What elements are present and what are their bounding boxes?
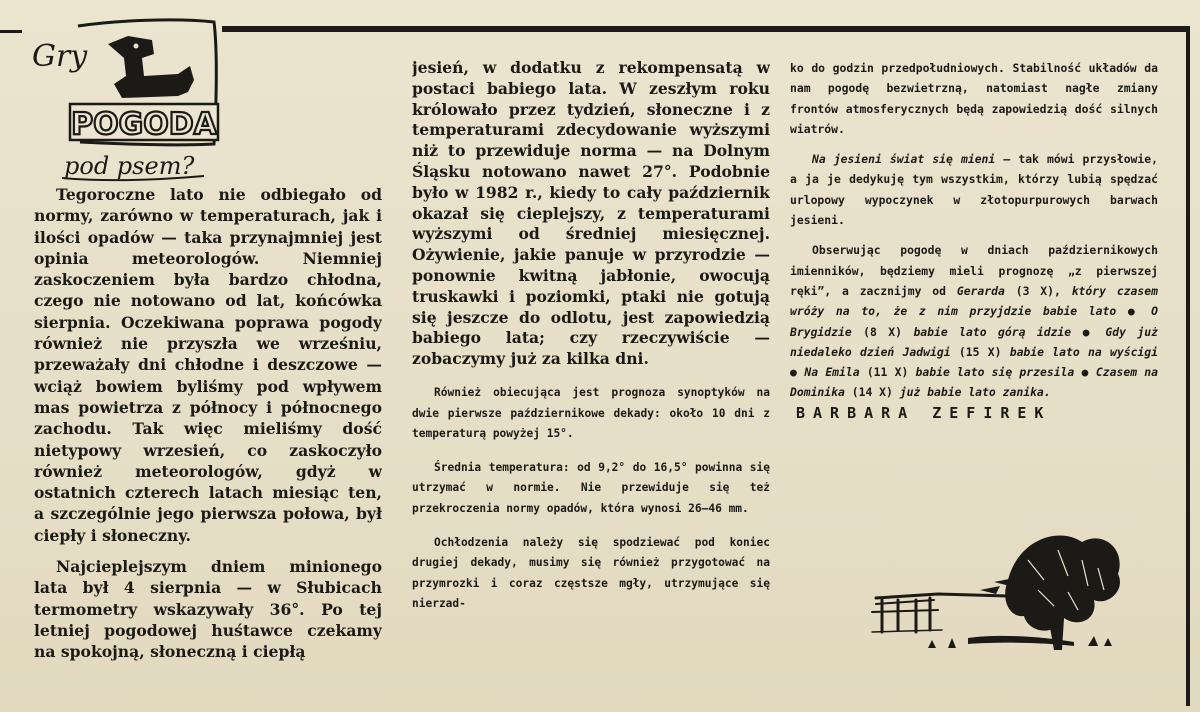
mean-temperature-label: Średnia temperatura: [434, 460, 570, 474]
dog-icon [108, 36, 194, 98]
bullet-icon: ● [1116, 304, 1152, 319]
column-2-paragraph-3: Średnia temperatura: od 9,2° do 16,5° powinna się utrzymać w normie. Nie przewiduje się też przekroczenia normy opadów, która wynosi 26—46 mm. [412, 460, 770, 515]
column-2-paragraph-2: Również obiecująca jest prognoza synoptyków na dwie pierwsze październikowe dekady: około 10 dni z temperaturą powyżej 15°. [412, 385, 770, 441]
author-byline: BARBARA ZEFIREK [796, 403, 1052, 422]
column-1-paragraph-2: Najcieplejszym dniem minionego lata był 4 sierpnia — w Słubicach termometry wskazywały 36°. Po tej letniej pogodowej huśtawce czekamy na spokojną, słoneczną i ciepłą [34, 557, 382, 662]
column-1-paragraph-1: Tegoroczne lato nie odbiegało od normy, zarówno w temperaturach, jak i ilości opadów — taka przynajmniej jest opinia meteorologów. Niemniej zaskoczeniem była bardzo chłodna, czego nie notowano od lat, końcówka sierpnia. Oczekiwana poprawa pogody również nie przyszła we wrześniu, przeważały dni chłodne i deszczowe — wciąż bowiem byliśmy pod wpływem mas powietrza z północy i północnego zachodu. Tak więc mieliśmy dość nietypowy wrzesień, co zaskoczyło również meteorologów, gdyż w ostatnich czterech latach miesiąc ten, a szczególnie jego pierwsza połowa, był ciepły i słoneczny. [34, 185, 382, 545]
pogoda-logo [28, 14, 228, 184]
header-rule-left [0, 30, 22, 33]
bullet-icon: ● [1071, 324, 1106, 339]
park-bench-sketch [868, 520, 1130, 662]
right-border-rule [1186, 26, 1190, 706]
column-2-paragraph-1: jesień, w dodatku z rekompensatą w postaci babiego lata. W zeszłym roku królowało przez tydzień, słoneczne i z temperaturami zdecydowanie wyższymi niż to przewiduje norma — na Dolnym Śląsku notowano nawet 27°. Podobnie było w 1982 r., kiedy to cały październik okazał się cieplejszy, z temperaturami wyższymi od średniej miesięcznej. Ożywienie, jakie panuje w przyrodzie — ponownie kwitną jabłonie, owocują truskawki i poziomki, ptaki nie gotują się jeszcze do odlotu, jest zapowiedzią babiego lata; czy rzeczywiście — zobaczymy już za kilka dni. [412, 58, 770, 369]
column-2-paragraph-4: Ochłodzenia należy się spodziewać pod koniec drugiej dekady, musimy się również przygotować na przymrozki i coraz częstsze mgły, utrzymujące się nierzad- [412, 535, 770, 611]
column-3 [790, 58, 1158, 423]
logo-word-pod-psem: pod psem? [64, 152, 195, 180]
column-3-paragraph-3: Obserwując pogodę w dniach październikowych imienników, będziemy mieli prognozę „z pierwszej ręki”, a zacznijmy od Gerarda (3 X), który czasem wróży na to, że z nim przyjdzie babie lato ● O Brygidzie (8 X) babie lato górą idzie ● Gdy już niedaleko dzień Jadwigi (15 X) babie lato na wyścigi ● Na Emila (11 X) babie lato się przesila ● Czasem na Dominika (14 X) już babie lato zanika. [790, 243, 1158, 400]
bullet-icon: ● [790, 365, 805, 380]
column-1 [34, 184, 382, 663]
header-rule [222, 26, 1190, 32]
column-2 [412, 58, 770, 615]
column-3-paragraph-2: Na jesieni świat się mieni — tak mówi przysłowie, a ja je dedykuję tym wszystkim, którzy lubią spędzać urlopowy wypoczynek w złotopurpurowych barwach jesieni. [790, 152, 1158, 228]
logo-word-pogoda: POGODA [71, 107, 217, 142]
logo-word-gry: Gry [32, 39, 88, 74]
proverb: Na jesieni świat się mieni [812, 152, 996, 167]
bullet-icon: ● [1074, 365, 1096, 380]
column-3-paragraph-1: ko do godzin przedpołudniowych. Stabilność układów da nam pogodę bezwietrzną, natomiast nagłe zmiany frontów atmosferycznych będą zapowiedzią dość silnych wiatrów. [790, 61, 1158, 136]
